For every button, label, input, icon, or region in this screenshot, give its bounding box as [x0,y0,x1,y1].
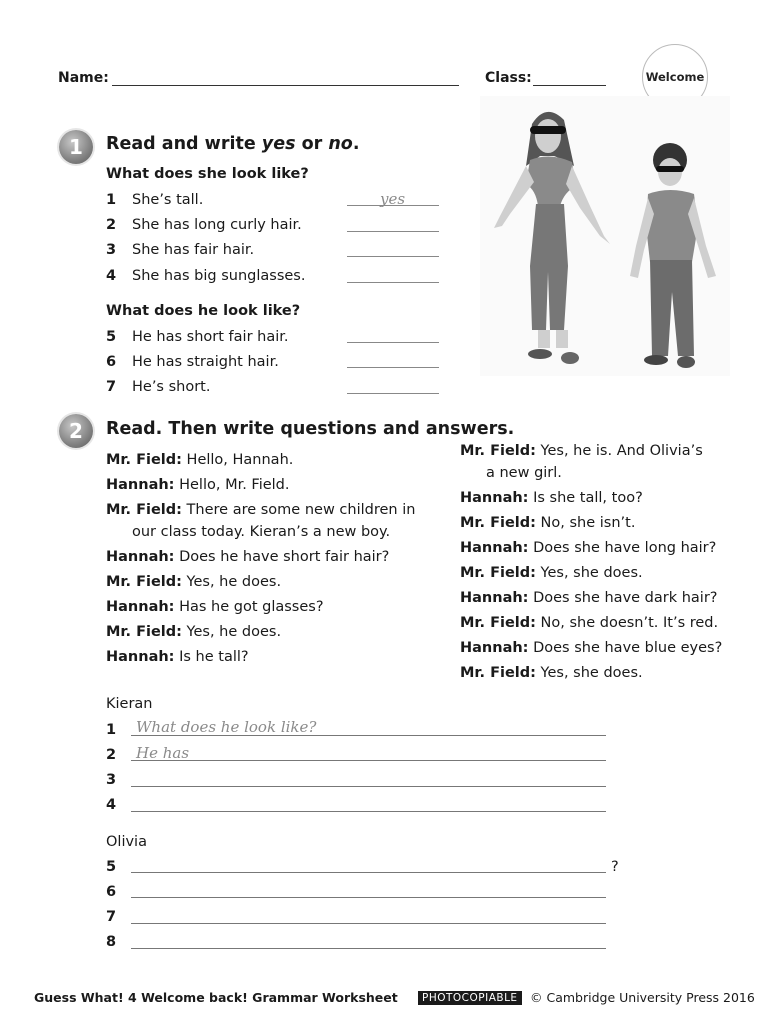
dialogue-line [460,537,750,559]
speaker: Hannah: [460,490,529,506]
dialogue-line [106,571,436,593]
heading-part: or [295,134,329,154]
speaker: Hannah: [106,649,175,665]
item-number: 1 [106,192,117,208]
item-text: She’s tall. [132,192,204,208]
writing-line[interactable] [131,760,606,761]
item-number: 7 [106,379,117,395]
speaker: Hannah: [460,540,529,556]
speaker: Hannah: [106,477,175,493]
answer-text: What does he look like? [136,718,317,736]
exercise-2-number: 2 [59,414,93,448]
olivia-label: Olivia [106,834,147,850]
speaker: Mr. Field: [106,502,182,518]
line-number: 3 [106,772,117,788]
line-number: 1 [106,722,117,738]
footer-copyright: © Cambridge University Press 2016 [530,990,755,1005]
line-text: Yes, he does. [186,624,282,640]
exercise-1-heading [106,134,359,154]
list-item [106,192,203,208]
dialogue-line [106,499,436,543]
line-text: Has he got glasses? [179,599,324,615]
list-item [106,354,279,370]
answer-field[interactable] [347,231,439,232]
dialogue-line [106,621,436,643]
answer-text: yes [380,190,406,208]
name-field[interactable] [112,85,459,86]
speaker: Hannah: [460,590,529,606]
answer-text: He has [136,744,190,762]
line-text: Yes, he is. And Olivia’s [540,443,703,459]
speaker: Hannah: [106,599,175,615]
list-item [106,217,302,233]
heading-yes: yes [261,134,296,154]
line-number: 7 [106,909,117,925]
item-text: He has short fair hair. [132,329,289,345]
heading-no: no [328,134,353,154]
line-continuation: a new girl. [486,465,562,481]
writing-line[interactable] [131,786,606,787]
line-text: There are some new children in [186,502,416,518]
item-text: She has long curly hair. [132,217,302,233]
line-text: Does she have blue eyes? [533,640,723,656]
dialogue-line [106,474,436,496]
speaker: Mr. Field: [460,565,536,581]
heading-part: Read and write [106,134,262,154]
dialogue-line [460,487,750,509]
exercise-2-heading: Read. Then write questions and answers. [106,419,515,439]
footer-title: Guess What! 4 Welcome back! Grammar Worksheet [34,990,398,1005]
answer-field[interactable] [347,393,439,394]
speaker: Mr. Field: [106,574,182,590]
name-label: Name: [58,70,109,86]
dialogue-line [106,546,436,568]
kieran-label: Kieran [106,696,153,712]
item-number: 5 [106,329,117,345]
speaker: Hannah: [106,549,175,565]
dialogue-line [460,562,750,584]
question-mark: ? [611,859,619,875]
item-text: He’s short. [132,379,211,395]
answer-field[interactable] [347,342,439,343]
speaker: Mr. Field: [106,452,182,468]
he-question: What does he look like? [106,303,301,319]
answer-field[interactable] [347,367,439,368]
line-number: 5 [106,859,117,875]
item-text: She has fair hair. [132,242,255,258]
dialogue-left [106,449,436,671]
dialogue-line [460,512,750,534]
writing-line[interactable] [131,948,606,949]
dialogue-line [106,596,436,618]
heading-part: . [352,134,360,154]
speaker: Mr. Field: [460,615,536,631]
dialogue-line [460,587,750,609]
dialogue-line [460,440,750,484]
speaker: Mr. Field: [460,515,536,531]
exercise-1-number: 1 [59,130,93,164]
dialogue-line [460,637,750,659]
line-text: Hello, Hannah. [186,452,294,468]
answer-field[interactable] [347,256,439,257]
item-number: 4 [106,268,117,284]
item-number: 6 [106,354,117,370]
item-text: He has straight hair. [132,354,279,370]
line-number: 8 [106,934,117,950]
line-number: 6 [106,884,117,900]
class-field[interactable] [533,85,606,86]
writing-line[interactable] [131,923,606,924]
speaker: Hannah: [460,640,529,656]
line-number: 2 [106,747,117,763]
line-text: Is he tall? [179,649,249,665]
line-text: Is she tall, too? [533,490,643,506]
dialogue-line [106,449,436,471]
line-text: Hello, Mr. Field. [179,477,290,493]
line-text: Does she have long hair? [533,540,717,556]
dialogue-line [460,612,750,634]
writing-line[interactable] [131,811,606,812]
she-question: What does she look like? [106,166,309,182]
speaker: Mr. Field: [460,443,536,459]
line-text: Yes, she does. [540,565,643,581]
answer-field[interactable] [347,282,439,283]
line-text: Does he have short fair hair? [179,549,390,565]
line-text: No, she doesn’t. It’s red. [540,615,719,631]
class-label: Class: [485,70,532,86]
dialogue-line [460,662,750,684]
children-illustration [480,96,730,376]
list-item [106,329,288,345]
dialogue-line [106,646,436,668]
item-number: 2 [106,217,117,233]
speaker: Mr. Field: [460,665,536,681]
line-continuation: our class today. Kieran’s a new boy. [132,524,391,540]
list-item [106,268,305,284]
list-item [106,242,254,258]
line-text: No, she isn’t. [540,515,636,531]
line-number: 4 [106,797,117,813]
welcome-badge: Welcome [642,44,708,110]
photocopiable-badge: PHOTOCOPIABLE [418,991,522,1005]
writing-line[interactable] [131,897,606,898]
line-text: Yes, she does. [540,665,643,681]
speaker: Mr. Field: [106,624,182,640]
line-text: Does she have dark hair? [533,590,718,606]
line-text: Yes, he does. [186,574,282,590]
list-item [106,379,210,395]
item-number: 3 [106,242,117,258]
dialogue-right [460,440,750,687]
item-text: She has big sunglasses. [132,268,306,284]
writing-line[interactable] [131,872,606,873]
